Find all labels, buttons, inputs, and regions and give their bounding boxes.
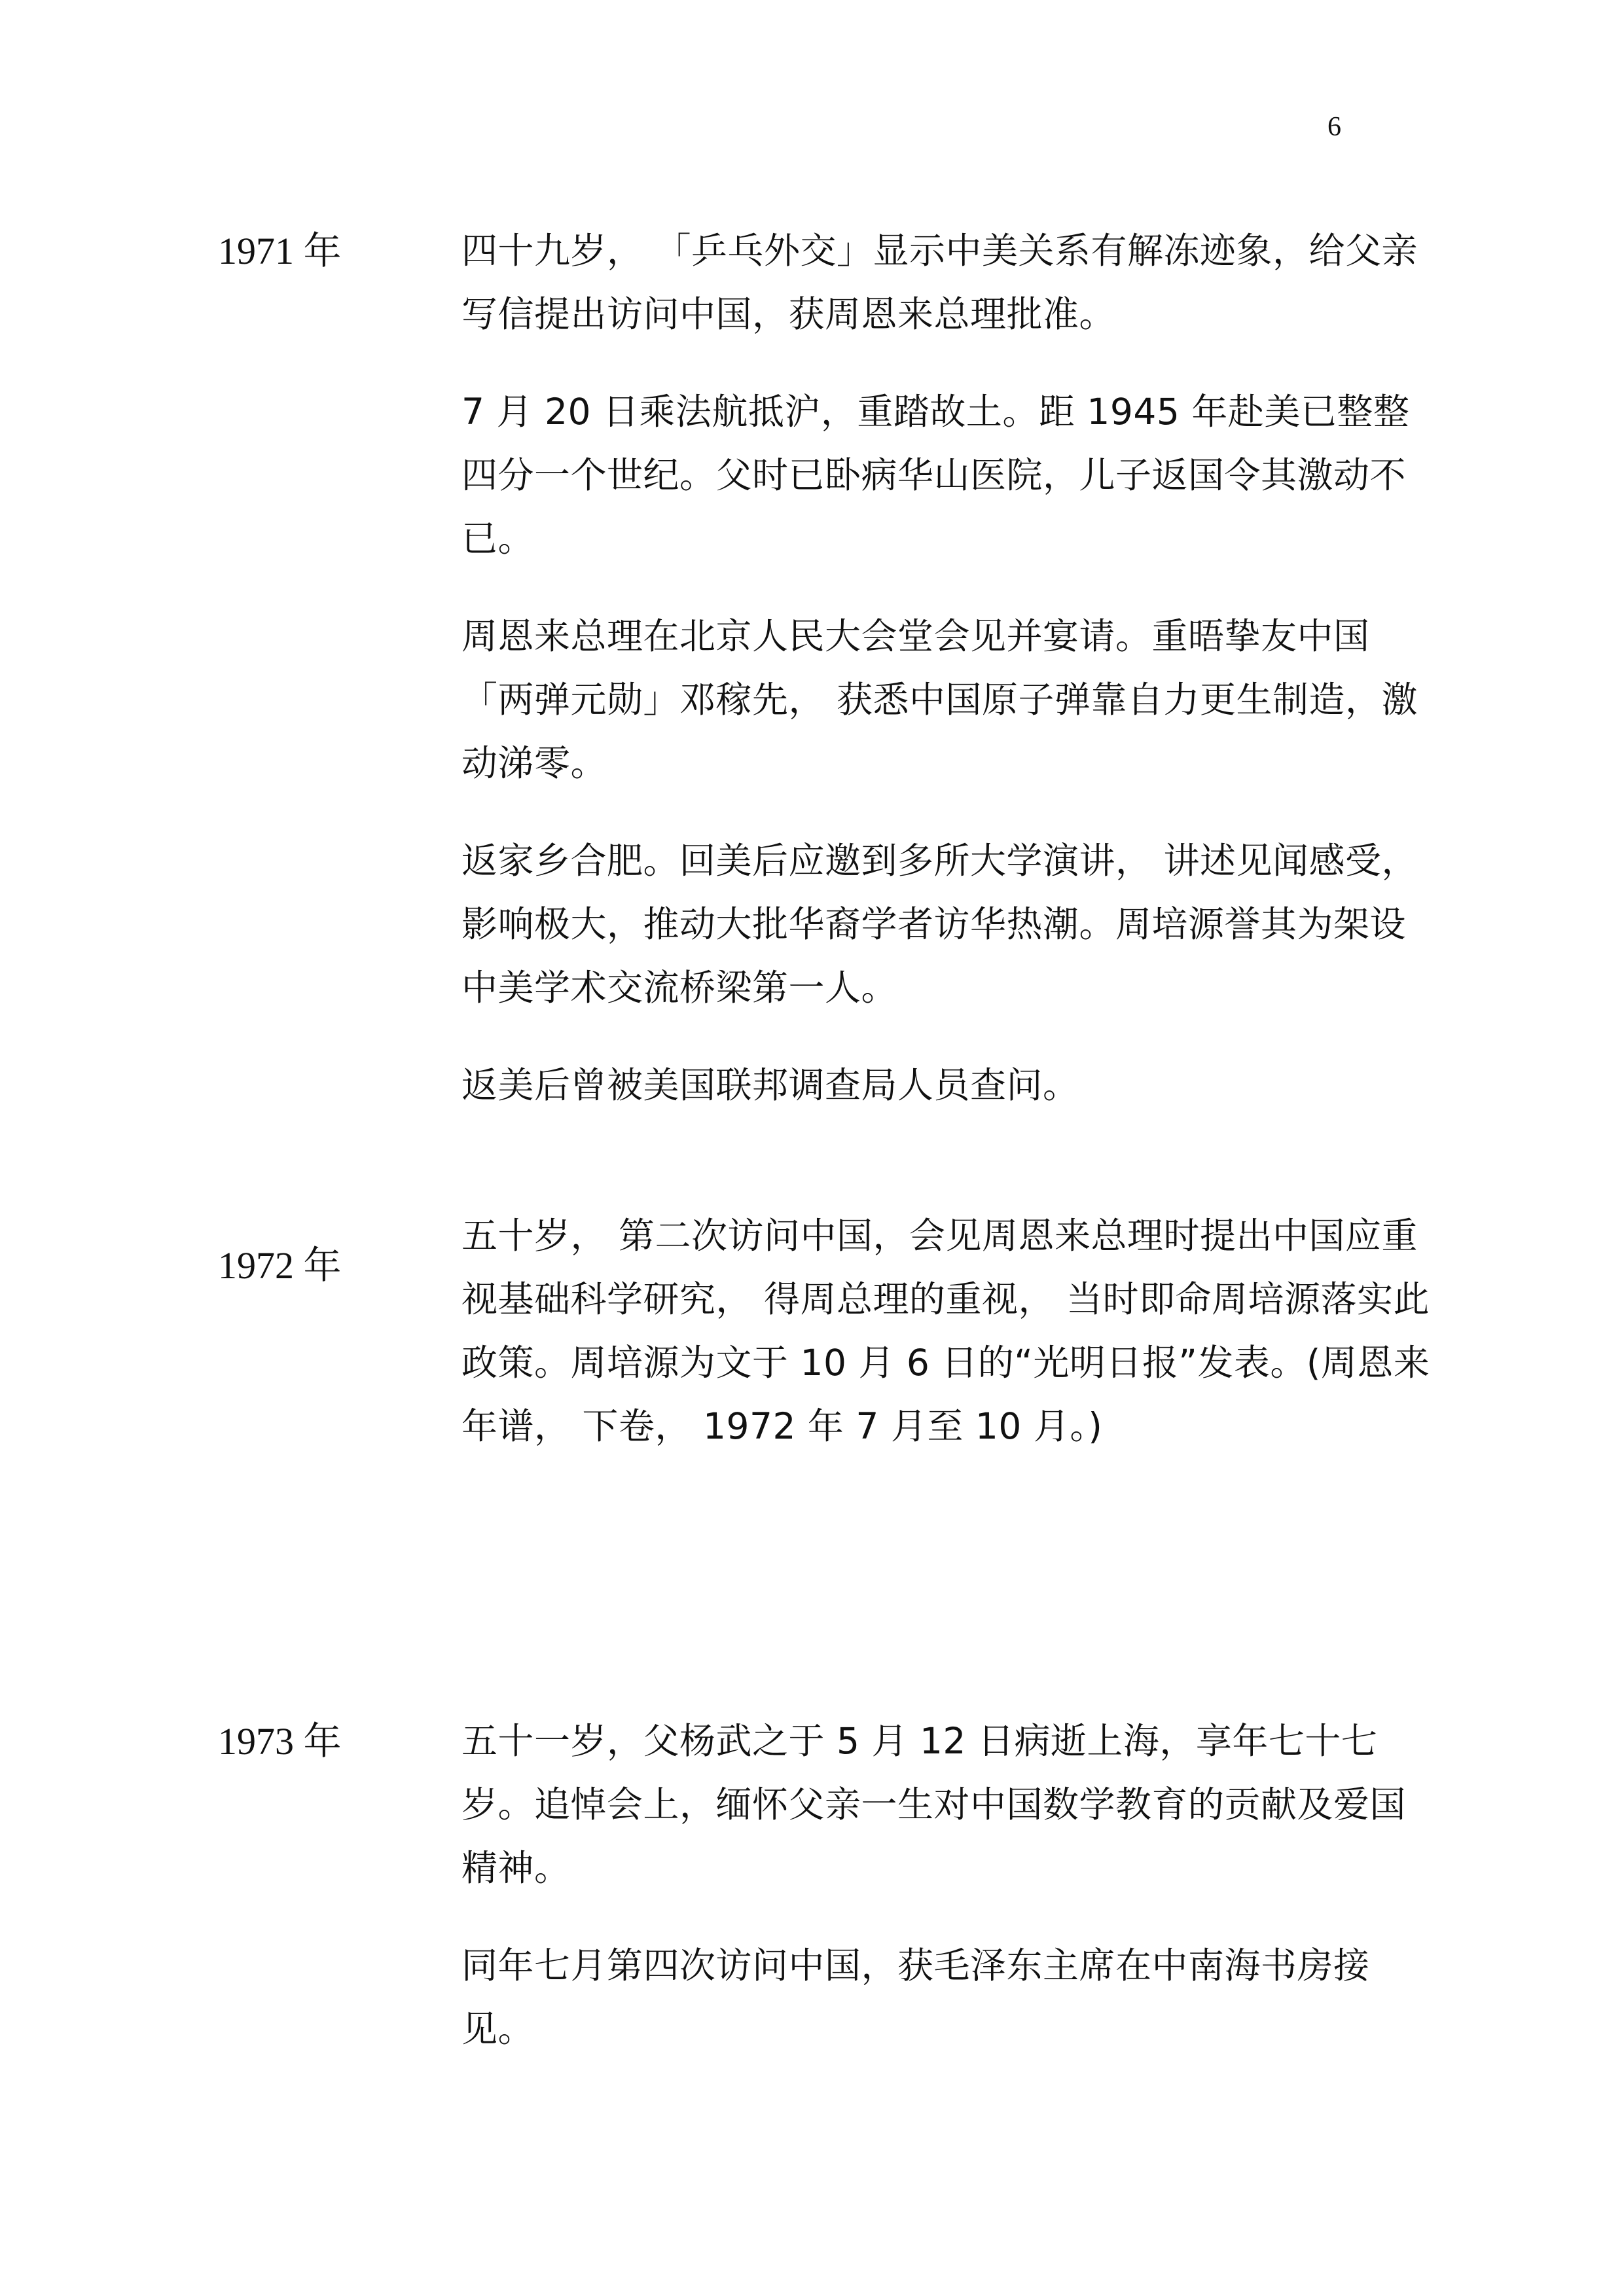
entry-paragraph: 返美后曾被美国联邦调查局人员查问。 [461, 1064, 1079, 1106]
entry-paragraph: 7 月 20 日乘法航抵沪，重踏故土。距 1945 年赴美已整整四分一个世纪。父时已卧病华山医院，儿子返国令其激动不已。 [461, 391, 1410, 560]
entry-year [218, 1234, 342, 1297]
entry-paragraph: 返家乡合肥。回美后应邀到多所大学演讲， 讲述见闻感受，影响极大，推动大批华裔学者访华热潮。周培源誉其为架设中美学术交流桥梁第一人。 [461, 840, 1418, 1009]
entry-paragraph: 五十岁， 第二次访问中国，会见周恩来总理时提出中国应重视基础科学研究， 得周总理的重视， 当时即命周培源落实此政策。周培源为文于 10 月 6 日的“光明日报”发表。(周恩来年谱， 下卷， 1972 年 7 月至 10 月。) [461, 1215, 1430, 1447]
entry-body [461, 1710, 1430, 2095]
year-number: 1972 [218, 1244, 294, 1287]
entry-year [218, 219, 342, 283]
year-number: 1973 [218, 1720, 294, 1763]
entry-paragraph: 周恩来总理在北京人民大会堂会见并宴请。重晤挚友中国「两弹元勋」邓稼先， 获悉中国原子弹靠自力更生制造，激动涕零。 [461, 615, 1418, 784]
year-unit: 年 [303, 1243, 342, 1287]
entry-body [461, 1204, 1430, 1492]
entry-paragraph: 四十九岁， 「乒乓外交」显示中美关系有解冻迹象，给父亲写信提出访问中国，获周恩来总理批准。 [461, 230, 1418, 335]
year-number: 1971 [218, 230, 294, 272]
page-number: 6 [1327, 112, 1341, 142]
year-unit: 年 [303, 228, 342, 273]
entry-body [461, 219, 1430, 1151]
entry-paragraph: 五十一岁，父杨武之于 5 月 12 日病逝上海，享年七十七岁。追悼会上，缅怀父亲一生对中国数学教育的贡献及爱国精神。 [461, 1720, 1407, 1889]
entry-year [218, 1710, 342, 1773]
entry-paragraph: 同年七月第四次访问中国，获毛泽东主席在中南海书房接见。 [461, 1945, 1370, 2050]
year-unit: 年 [303, 1719, 342, 1763]
